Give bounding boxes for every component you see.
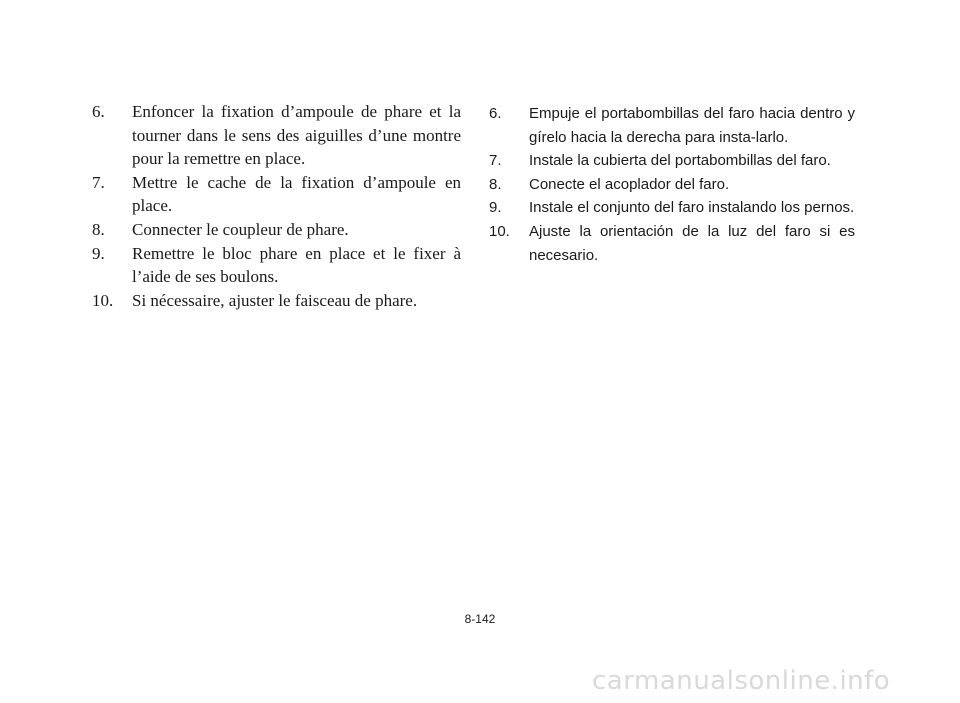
step-text: Remettre le bloc phare en place et le fixer à l’aide de ses boulons. — [132, 243, 461, 287]
french-step — [92, 171, 461, 218]
page-number: 8-142 — [464, 612, 496, 626]
french-step — [92, 218, 461, 242]
step-number: 8. — [489, 175, 502, 193]
french-step — [92, 100, 461, 171]
step-number: 9. — [92, 243, 105, 263]
step-number: 6. — [92, 102, 105, 121]
spanish-step — [489, 173, 855, 197]
step-number: 10. — [489, 222, 510, 240]
step-text: Instale la cubierta del portabombillas del faro. — [529, 152, 831, 170]
french-instructions — [92, 100, 461, 312]
step-text: Si nécessaire, ajuster le faisceau de phare. — [132, 290, 418, 310]
spanish-instructions — [489, 102, 855, 267]
step-number: 8. — [92, 219, 105, 239]
step-number: 9. — [489, 199, 502, 217]
step-number: 7. — [92, 172, 105, 192]
french-step — [92, 242, 461, 289]
step-text: Enfoncer la fixation d’ampoule de phare et la tourner dans le sens des aiguilles d’une montre pour la remettre en place. — [132, 102, 461, 169]
step-text: Connecter le coupleur de phare. — [132, 219, 349, 239]
step-text: Ajuste la orientación de la luz del faro si es necesario. — [529, 222, 855, 264]
step-number: 10. — [92, 290, 114, 310]
french-step — [92, 289, 461, 313]
step-number: 7. — [489, 152, 502, 170]
step-text: Empuje el portabombillas del faro hacia dentro y gírelo hacia la derecha para insta-larlo. — [529, 105, 855, 146]
watermark: carmanualsonline.info — [592, 666, 891, 696]
step-text: Instale el conjunto del faro instalando los pernos. — [529, 199, 855, 217]
spanish-step — [489, 102, 855, 149]
step-number: 6. — [489, 105, 502, 122]
spanish-step — [489, 149, 855, 173]
step-text: Conecte el acoplador del faro. — [529, 175, 730, 193]
step-text: Mettre le cache de la fixation d’ampoule en place. — [132, 172, 461, 216]
spanish-step — [489, 196, 855, 220]
spanish-step — [489, 220, 855, 267]
